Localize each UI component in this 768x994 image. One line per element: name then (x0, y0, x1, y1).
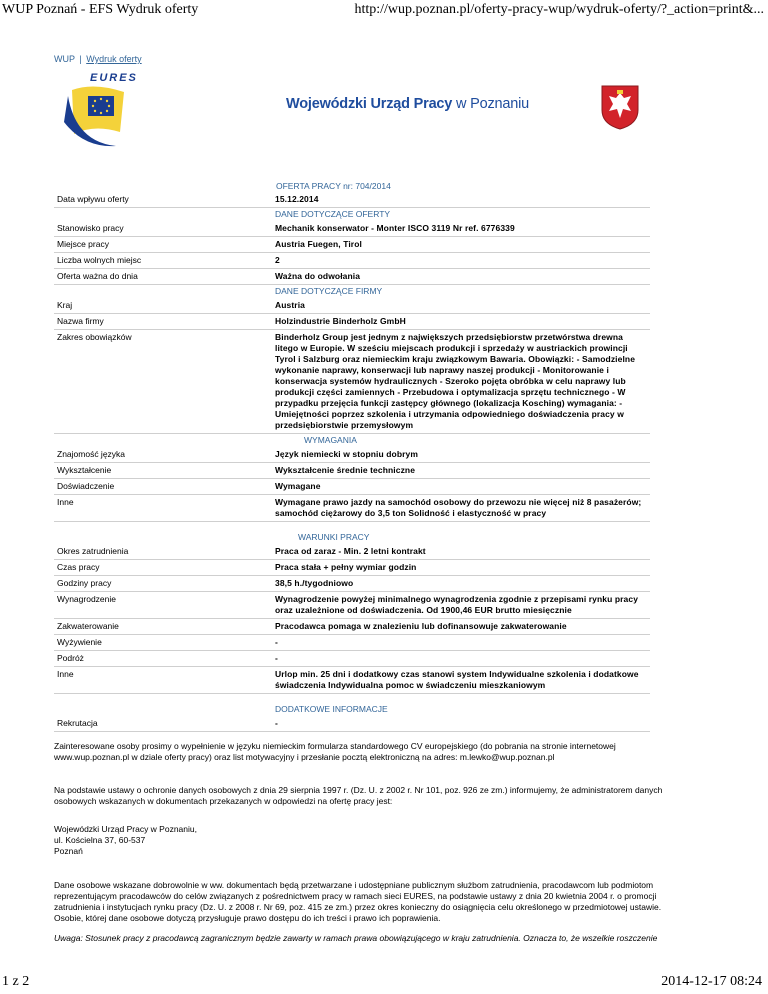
table-row (54, 298, 650, 314)
row-value: Pracodawca pomaga w znalezieniu lub dofinansowuje zakwaterowanie (272, 619, 650, 635)
employment-note: Uwaga: Stosunek pracy z pracodawcą zagranicznym będzie zawarty w ramach prawa obowiązującego w kraju zatrudnienia. Oznacza to, że wszelkie roszczenie (54, 933, 658, 943)
row-label: Stanowisko pracy (54, 221, 272, 237)
row-value: Urlop min. 25 dni i dodatkowy czas stanowi system Indywidualne szkolenia i dodatkowe świadczenia Indywidualna pomoc w świadczeniu mieszkaniowym (272, 667, 650, 694)
table-row (54, 314, 650, 330)
row-label: Wynagrodzenie (54, 592, 272, 619)
row-value: - (272, 651, 650, 667)
row-label: Doświadczenie (54, 479, 272, 495)
row-label: Miejsce pracy (54, 237, 272, 253)
row-label: Inne (54, 667, 272, 694)
table-row (54, 651, 650, 667)
row-label: Zakres obowiązków (54, 330, 272, 434)
address-line: ul. Kościelna 37, 60-537 (54, 835, 146, 845)
row-label: Rekrutacja (54, 716, 272, 732)
table-row (54, 463, 650, 479)
row-label: Nazwa firmy (54, 314, 272, 330)
row-value: Praca stała + pełny wymiar godzin (272, 560, 650, 576)
row-label: Inne (54, 495, 272, 522)
row-label: Wykształcenie (54, 463, 272, 479)
row-value: Holzindustrie Binderholz GmbH (272, 314, 650, 330)
breadcrumb-separator: | (79, 54, 82, 64)
table-row (54, 253, 650, 269)
print-timestamp: 2014-12-17 08:24 (661, 974, 762, 989)
print-footer (0, 970, 768, 994)
row-value: Ważna do odwołania (272, 269, 650, 285)
row-value: 38,5 h./tygodniowo (272, 576, 650, 592)
row-value: Wykształcenie średnie techniczne (272, 463, 650, 479)
eures-logo (54, 72, 164, 150)
print-header (0, 0, 768, 20)
row-label: Liczba wolnych miejsc (54, 253, 272, 269)
row-value: Austria Fuegen, Tirol (272, 237, 650, 253)
offer-details-table (54, 192, 650, 732)
table-row (54, 635, 650, 651)
administrator-address (54, 824, 664, 857)
row-label: Podróż (54, 651, 272, 667)
table-row (54, 447, 650, 463)
data-processing-notice: Dane osobowe wskazane dobrowolnie w ww. dokumentach będą przetwarzane i udostępniane publicznym służbom zatrudnienia, pracodawcom lub podmiotom reprezentującym pracodawców do celów związanych z pośrednictwem pracy w ramach sieci EURES, na podstawie ustawy z dnia 20 kwietnia 2004 r. o promocji zatrudnienia i instytucjach rynku pracy (Dz. U. z 2008 r. Nr 69, poz. 415 ze zm.) przez okres konieczny do osiągnięcia celu określonego w przedmiotowej ustawie. Osobie, której dane osobowe dotyczą przysługuje prawo dostępu do ich treści i prawo ich poprawienia. (54, 880, 662, 923)
row-value: Austria (272, 298, 650, 314)
row-value: - (272, 716, 650, 732)
eures-logo-text: EURES (90, 72, 138, 84)
offer-number-title: OFERTA PRACY nr: 704/2014 (276, 181, 391, 191)
table-row (54, 716, 650, 732)
table-row (54, 619, 650, 635)
banner-title-bold: Wojewódzki Urząd Pracy (286, 96, 453, 112)
section-offer-details: DANE DOTYCZĄCE OFERTY (275, 209, 391, 219)
breadcrumb-current-link[interactable]: Wydruk oferty (86, 54, 142, 64)
received-label: Data wpływu oferty (54, 192, 272, 208)
page-counter: 1 z 2 (2, 974, 30, 989)
table-row (54, 221, 650, 237)
row-label: Zakwaterowanie (54, 619, 272, 635)
print-header-url: http://wup.poznan.pl/oferty-pracy-wup/wydruk-oferty/?_action=print&... (354, 2, 764, 17)
section-additional: DODATKOWE INFORMACJE (275, 704, 388, 714)
table-row (54, 592, 650, 619)
print-header-title: WUP Poznań - EFS Wydruk oferty (2, 2, 199, 17)
row-value: - (272, 635, 650, 651)
table-row (54, 237, 650, 253)
breadcrumb (54, 54, 142, 64)
table-row (54, 495, 650, 522)
table-row (54, 330, 650, 434)
breadcrumb-home[interactable]: WUP (54, 54, 75, 64)
row-label: Znajomość języka (54, 447, 272, 463)
row-value: Praca od zaraz - Min. 2 letni kontrakt (272, 544, 650, 560)
received-value: 15.12.2014 (272, 192, 650, 208)
row-label: Czas pracy (54, 560, 272, 576)
row-value: 2 (272, 253, 650, 269)
privacy-notice: Na podstawie ustawy o ochronie danych osobowych z dnia 29 sierpnia 1997 r. (Dz. U. z 2002 r. Nr 101, poz. 926 ze zm.) informujemy, że administratorem danych osobowych wskazanych w dokumentach przekazanych w odpowiedzi na ofertę pracy jest: (54, 785, 663, 806)
table-row (54, 269, 650, 285)
row-label: Wyżywienie (54, 635, 272, 651)
banner-title-light: w Poznaniu (456, 96, 529, 112)
table-row (54, 576, 650, 592)
address-line: Wojewódzki Urząd Pracy w Poznaniu, (54, 824, 197, 834)
table-row (54, 479, 650, 495)
header-banner (54, 72, 650, 150)
row-value: Wymagane (272, 479, 650, 495)
table-row (54, 560, 650, 576)
table-row (54, 544, 650, 560)
row-value: Binderholz Group jest jednym z największych przedsiębiorstw przetwórstwa drewna litego w Europie. W sześciu miejscach produkcji i sprzedaży w austriackich prowincji Tyrol i Salzburg oraz niemieckim kraju związkowym Bawaria. Obowiązki: - Samodzielne wykonanie naprawy, konserwacji lub naprawy naszej produkcji - Monitorowanie i konserwacja systemów hydraulicznych - Szeroko pojęta obróbka w celu naprawy lub produkcji części zamiennych - Przebudowa i optymalizacja sprzętu technicznego - W przypadku przejęcia funkcji zastępcy głównego (lokalizacja Kosching) wymagania: - Umiejętności poprzez szkolenia i utrzymania odpowiedniego doświadczenia pracy w przedsiębiorstwie przemysłowym (272, 330, 650, 434)
section-requirements: WYMAGANIA (304, 435, 357, 445)
row-value: Język niemiecki w stopniu dobrym (272, 447, 650, 463)
eagle-crest-icon (600, 84, 640, 130)
row-label: Kraj (54, 298, 272, 314)
apply-instructions: Zainteresowane osoby prosimy o wypełnienie w języku niemieckim formularza standardowego CV europejskiego (do pobrania na stronie internetowej www.wup.poznan.pl w dziale oferty pracy) oraz list motywacyjny i przesłanie pocztą elektroniczną na adres: m.lewko@wup.poznan.pl (54, 741, 616, 762)
row-value: Wymagane prawo jazdy na samochód osobowy do przewozu nie więcej niż 8 pasażerów; samochód ciężarowy do 3,5 ton Solidność i elastyczność w pracy (272, 495, 650, 522)
row-label: Okres zatrudnienia (54, 544, 272, 560)
address-line: Poznań (54, 846, 83, 856)
row-value: Mechanik konserwator - Monter ISCO 3119 Nr ref. 6776339 (272, 221, 650, 237)
section-conditions: WARUNKI PRACY (298, 532, 370, 542)
table-row (54, 667, 650, 694)
row-label: Godziny pracy (54, 576, 272, 592)
section-company: DANE DOTYCZĄCE FIRMY (275, 286, 383, 296)
row-value: Wynagrodzenie powyżej minimalnego wynagrodzenia zgodnie z przepisami rynku pracy oraz uzależnione od doświadczenia. Od 1900,46 EUR brutto miesięcznie (272, 592, 650, 619)
banner-title (286, 96, 529, 112)
row-label: Oferta ważna do dnia (54, 269, 272, 285)
